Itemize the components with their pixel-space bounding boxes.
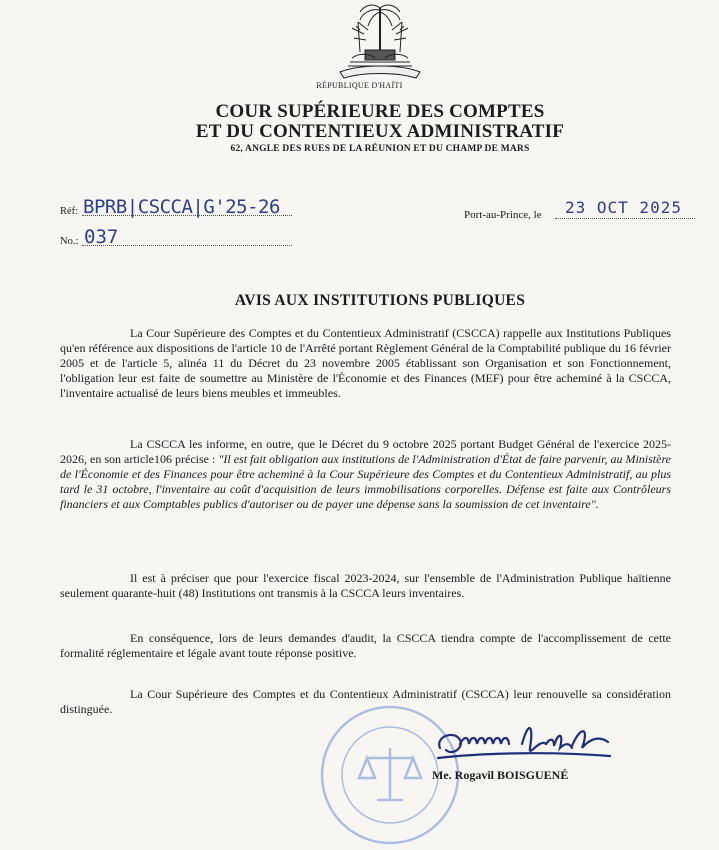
country-name: RÉPUBLIQUE D'HAÏTI <box>316 81 403 90</box>
date-stamp: 23 OCT 2025 <box>565 198 682 217</box>
paragraph-4-text: En conséquence, lors de leurs demandes d'audit, la CSCCA tiendra compte de l'accomplissement de cette formalité réglementaire et légale avant toute réponse positive. <box>60 631 671 660</box>
paragraph-4 <box>60 631 671 661</box>
place-date-label: Port-au-Prince, le <box>464 209 542 221</box>
paragraph-1 <box>60 326 671 401</box>
paragraph-3-text: Il est à préciser que pour l'exercice fiscal 2023-2024, sur l'ensemble de l'Administration Publique haïtienne seulement quarante-huit (48) Institutions ont transmis à la CSCCA leurs inventaires. <box>60 571 671 600</box>
institution-name-line1: COUR SUPÉRIEURE DES COMPTES <box>215 101 545 122</box>
reference-label: Réf: <box>60 206 79 217</box>
paragraph-1-text: La Cour Supérieure des Comptes et du Contentieux Administratif (CSCCA) rappelle aux Institutions Publiques qu'en référence aux dispositions de l'article 10 de l'Arrêté portant Règlement Général de la Comptabilité publique du 16 février 2005 et de l'article 5, alinéa 11 du Décret du 23 novembre 2005 établissant son Organisation et son Fonctionnement, l'obligation leur est faite de soumettre au Ministère de l'Économie et des Finances (MEF) pour être acheminé à la CSCCA, l'inventaire actualisé de leurs biens meubles et immeubles. <box>60 326 671 400</box>
institution-name-line2: ET DU CONTENTIEUX ADMINISTRATIF <box>195 121 565 142</box>
date-dotted-line <box>555 218 695 219</box>
decree-quote: "Il est fait obligation aux institutions de l'Administration d'État de faire parvenir, au Ministère de l'Économie et des Finances pour être acheminé à la Cour Supérieure des Comptes et du Contentieux Administratif, au plus tard le 31 octobre, l'inventaire au coût d'acquisition de leurs immobilisations corporelles. Défense est faite aux Contrôleurs financiers et aux Comptables publics d'autoriser ou de payer une dépense sans la soumission de cet inventaire". <box>60 452 672 511</box>
paragraph-2 <box>60 437 671 512</box>
paragraph-3 <box>60 571 671 601</box>
number-value-handwritten: 037 <box>84 226 119 248</box>
handwritten-signature <box>430 718 620 773</box>
reference-dotted-line <box>82 215 292 216</box>
number-dotted-line <box>82 245 292 246</box>
coat-of-arms-emblem <box>330 0 430 82</box>
notice-title: AVIS AUX INSTITUTIONS PUBLIQUES <box>234 292 526 309</box>
number-label: No.: <box>60 236 79 247</box>
signatory-name: Me. Rogavil BOISGUENÉ <box>432 768 569 782</box>
reference-value-handwritten: BPRB|CSCCA|G'25-26 <box>83 196 280 218</box>
paragraph-5-text: La Cour Supérieure des Comptes et du Contentieux Administratif (CSCCA) leur renouvelle sa considération distinguée. <box>60 687 671 716</box>
paragraph-2-intro: La CSCCA les informe, en outre, que le Décret du 9 octobre 2025 portant Budget Général de l'exercice 2025-2026, en son article106 précise : <box>60 437 671 466</box>
institution-address: 62, ANGLE DES RUES DE LA RÉUNION ET DU CHAMP DE MARS <box>230 144 530 154</box>
